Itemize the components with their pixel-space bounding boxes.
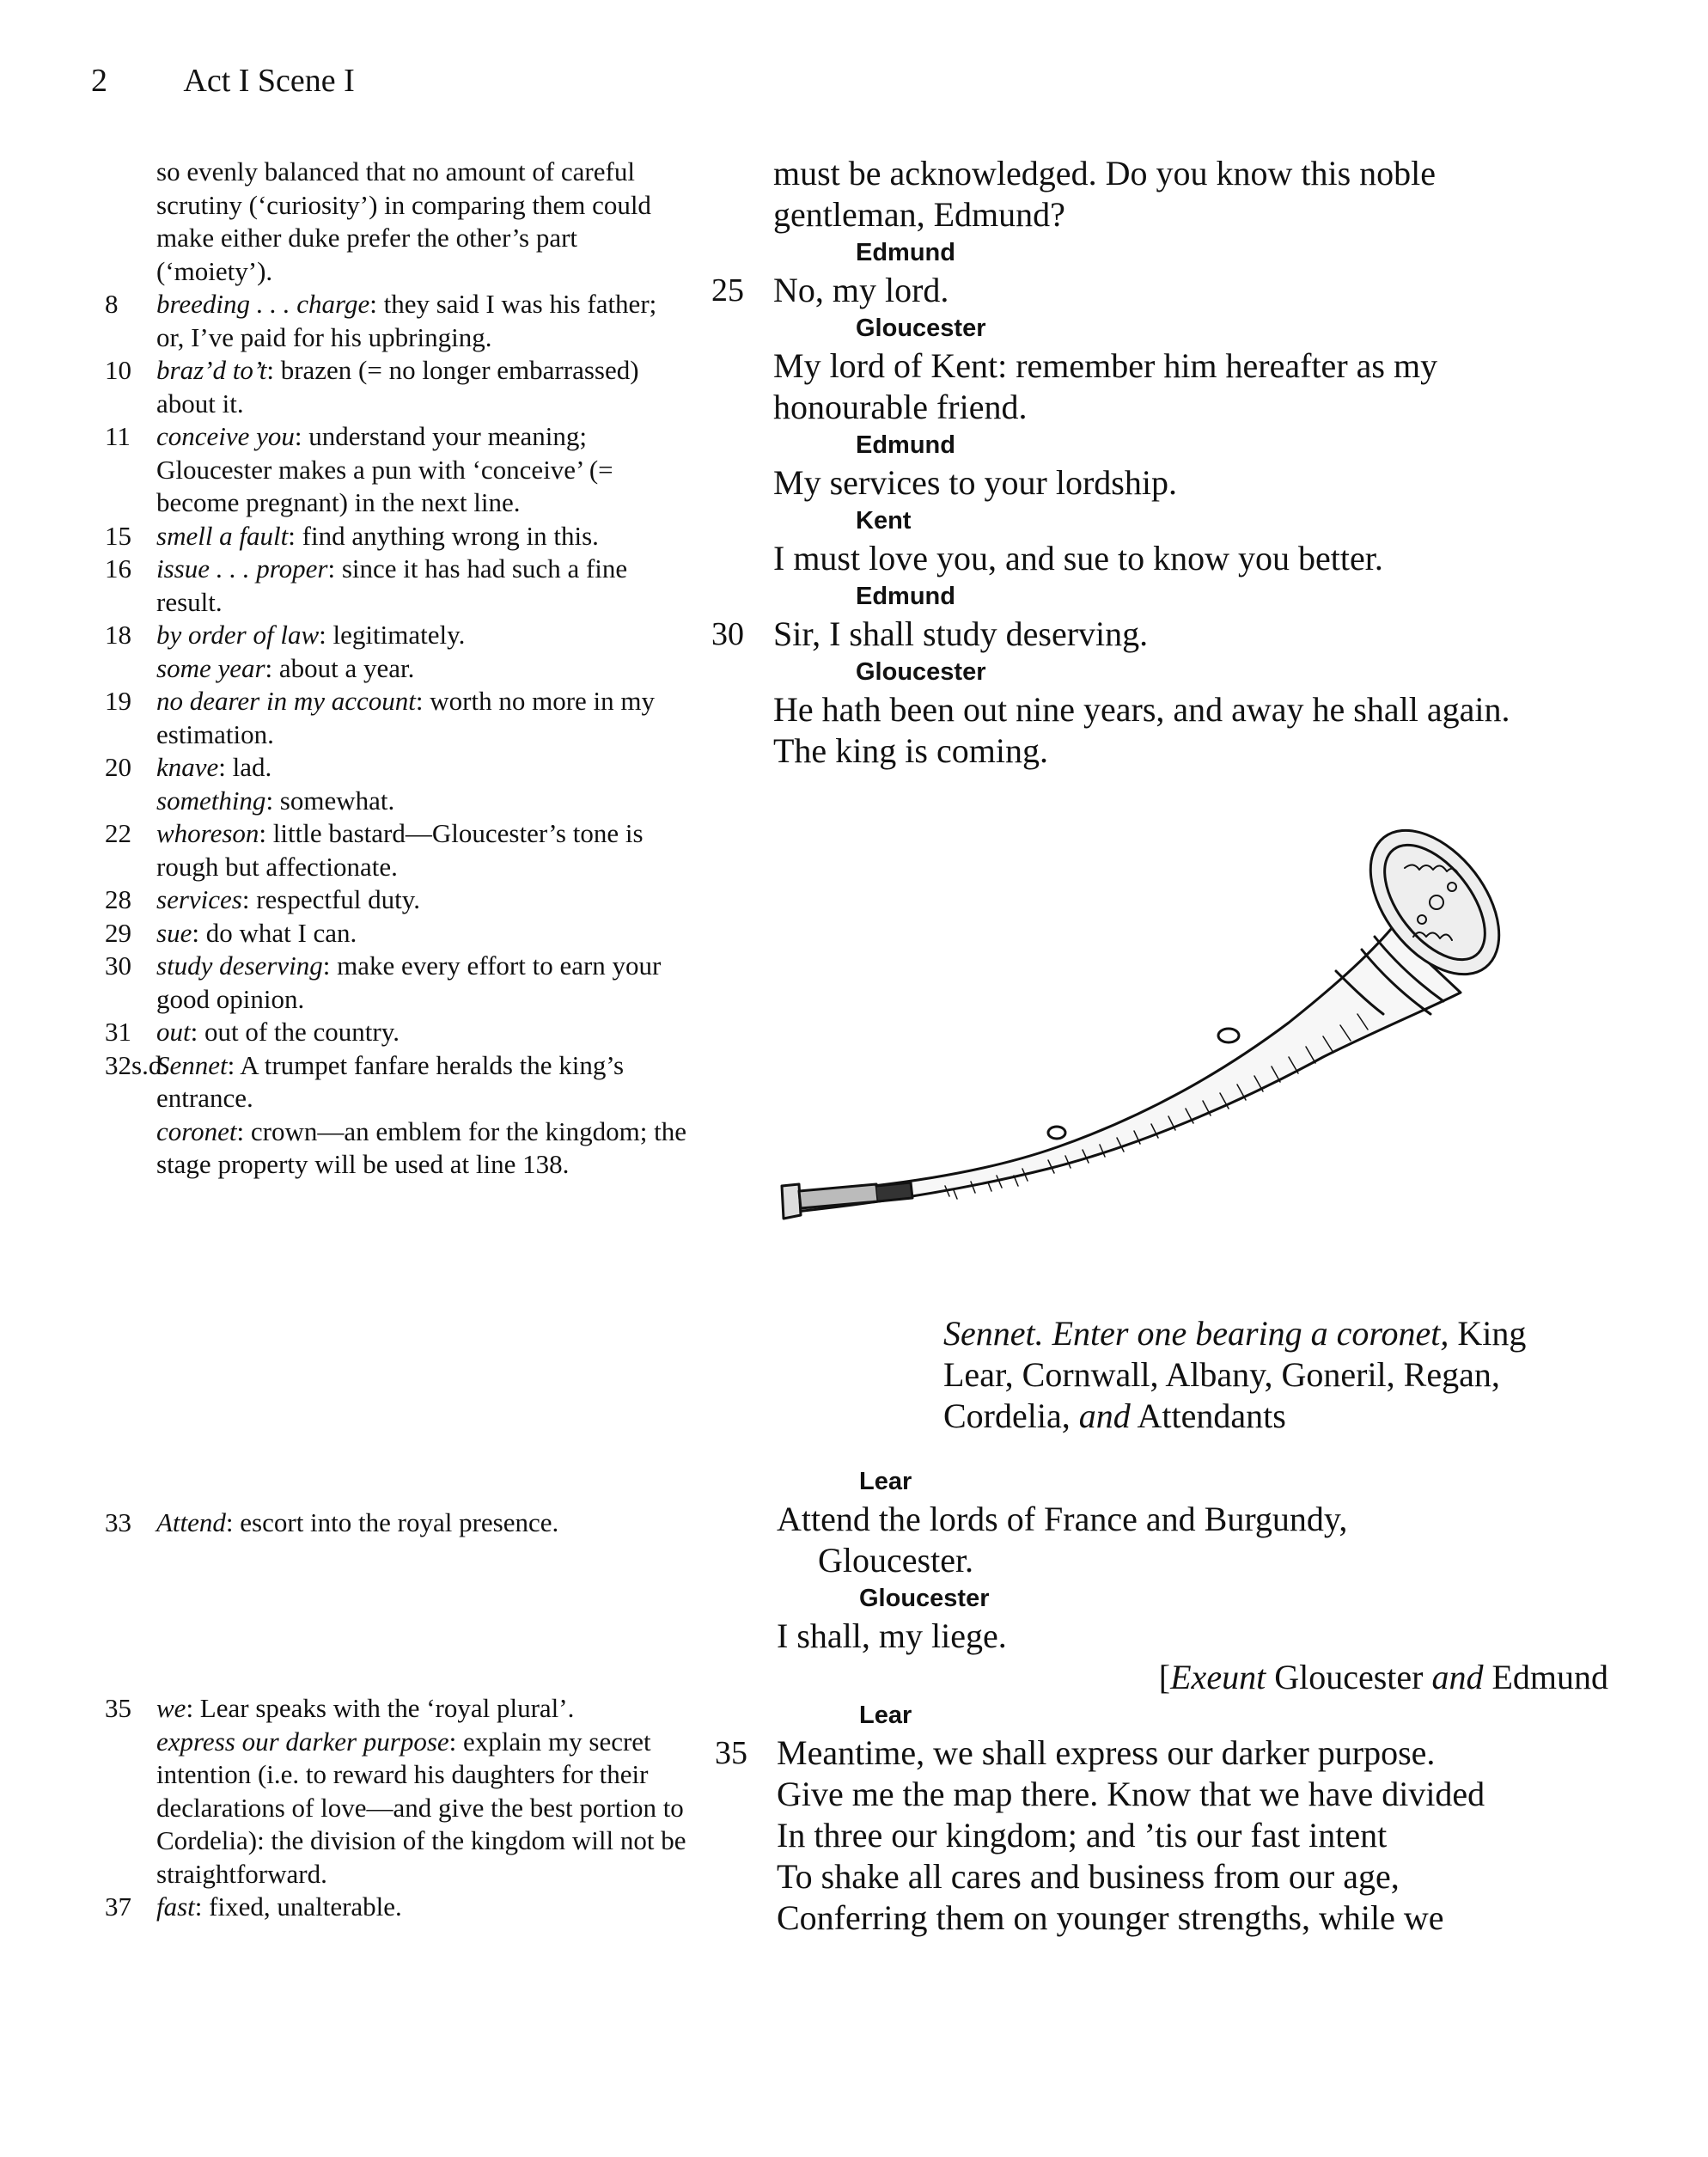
note-term: express our darker purpose: [156, 1726, 449, 1757]
note-term: Sennet: [156, 1049, 228, 1080]
note-gloss: : fixed, unalterable.: [194, 1891, 402, 1922]
verse-line: Give me the map there. Know that we have divided: [777, 1775, 1485, 1813]
stage-direction-line: [943, 1396, 1631, 1437]
note-term: braz’d to’t: [156, 355, 267, 385]
note-gloss: : since it has had such a fine result.: [156, 553, 628, 617]
stage-direction-italic: and: [1078, 1396, 1131, 1435]
note-line-number: 28: [105, 884, 131, 914]
note-line-number: 16: [105, 553, 131, 584]
verse-line: [715, 1732, 1608, 1774]
note-term: smell a fault: [156, 520, 289, 551]
note-item: [105, 785, 689, 818]
speaker-name: Gloucester: [859, 1585, 990, 1612]
stage-direction-roman: King: [1449, 1314, 1527, 1353]
note-item: [105, 520, 689, 553]
play-text-top: [711, 153, 1605, 772]
verse-line-continuation: Gloucester.: [818, 1541, 974, 1580]
note-gloss: : explain my secret intention (i.e. to reward his daughters for their declarations of love—and give the best portion to Cordelia): the division of the kingdom will not be straightforward.: [156, 1726, 686, 1889]
note-line-number: 30: [105, 950, 131, 981]
note-gloss: : little bastard—Gloucester’s tone is rough but affectionate.: [156, 818, 644, 882]
note-gloss: : lad.: [218, 752, 272, 782]
stage-direction-line: Lear, Cornwall, Albany, Goneril, Regan,: [943, 1355, 1500, 1394]
page-number: 2: [91, 63, 107, 99]
speaker-name: Lear: [859, 1468, 912, 1495]
verse-line: He hath been out nine years, and away he shall again.: [773, 690, 1510, 729]
verse-line: I shall, my liege.: [777, 1616, 1007, 1655]
verse-line: I must love you, and sue to know you better.: [773, 539, 1383, 577]
note-term: something: [156, 785, 266, 816]
speaker-name: Edmund: [856, 431, 955, 459]
exit-bracket: [: [1158, 1658, 1171, 1696]
note-line-number: 18: [105, 620, 131, 650]
note-gloss: : out of the country.: [190, 1017, 400, 1047]
speaker-name: Gloucester: [856, 315, 986, 342]
note-term: conceive you: [156, 421, 295, 451]
note-term: no dearer in my account: [156, 686, 416, 716]
note-term: coronet: [156, 1115, 237, 1146]
exit-direction: [715, 1657, 1608, 1698]
note-gloss: : find anything wrong in this.: [288, 520, 599, 551]
note-line-number: 11: [105, 421, 131, 451]
note-item: [105, 817, 689, 883]
note-item: [105, 1506, 689, 1540]
note-gloss: : escort into the royal presence.: [225, 1507, 559, 1537]
verse-line: In three our kingdom; and ’tis our fast intent: [777, 1816, 1388, 1855]
verse-line: gentleman, Edmund?: [773, 195, 1065, 234]
note-line-number: 37: [105, 1891, 131, 1922]
trumpet-icon: [773, 808, 1529, 1237]
note-term: issue . . . proper: [156, 553, 328, 584]
note-term: Attend: [156, 1507, 226, 1537]
note-term: whoreson: [156, 818, 259, 848]
note-gloss: : worth no more in my estimation.: [156, 686, 655, 749]
note-line-number: 33: [105, 1507, 131, 1537]
verse-line: Attend the lords of France and Burgundy,: [777, 1500, 1348, 1538]
speaker-name: Edmund: [856, 239, 955, 266]
verse-line: [711, 614, 1605, 655]
note-gloss: : legitimately.: [319, 620, 466, 650]
note-gloss: : somewhat.: [265, 785, 395, 816]
note-term: some year: [156, 652, 265, 683]
verse-line: My services to your lordship.: [773, 463, 1177, 502]
play-text-bottom: [715, 1464, 1608, 1939]
note-term: services: [156, 884, 242, 914]
note-term: study deserving: [156, 950, 323, 981]
verse-text: No, my lord.: [773, 271, 949, 309]
speaker-name: Kent: [856, 507, 912, 535]
note-item: [105, 553, 689, 619]
note-gloss: : respectful duty.: [241, 884, 421, 914]
note-item: [105, 917, 689, 950]
exit-conjunction: and: [1431, 1658, 1484, 1696]
trumpet-illustration: [773, 808, 1529, 1242]
note-gloss: : about a year.: [265, 652, 415, 683]
note-item: [105, 619, 689, 652]
note-line-number: 32s.d.: [105, 1049, 169, 1080]
note-gloss: : they said I was his father; or, I’ve paid for his upbringing.: [156, 289, 657, 352]
note-gloss: : A trumpet fanfare heralds the king’s entrance.: [156, 1049, 625, 1113]
note-line-number: 20: [105, 752, 131, 782]
note-item: [105, 1016, 689, 1049]
glossary-note-33: [105, 1506, 689, 1540]
verse-line: Conferring them on younger strengths, while we: [777, 1898, 1444, 1937]
note-item: [105, 1692, 689, 1726]
note-item: [105, 1891, 689, 1924]
note-item: [105, 652, 689, 686]
verse-line: must be acknowledged. Do you know this noble: [773, 154, 1436, 192]
stage-direction-line: [943, 1313, 1631, 1354]
note-gloss: : make every effort to earn your good opinion.: [156, 950, 662, 1014]
verse-line: The king is coming.: [773, 731, 1048, 770]
exit-name: Gloucester: [1266, 1658, 1432, 1696]
note-item: [105, 751, 689, 785]
speaker-name: Gloucester: [856, 658, 986, 686]
speaker-name: Lear: [859, 1702, 912, 1729]
line-number: 35: [715, 1735, 747, 1771]
verse-text: Meantime, we shall express our darker purpose.: [777, 1733, 1436, 1772]
note-term: fast: [156, 1891, 195, 1922]
note-gloss: so evenly balanced that no amount of careful scrutiny (‘curiosity’) in comparing them could make either duke prefer the other’s part (‘moiety’).: [156, 156, 651, 286]
glossary-notes-bottom: [105, 1692, 689, 1924]
note-term: by order of law: [156, 620, 320, 650]
note-line-number: 19: [105, 686, 131, 716]
line-number: 30: [711, 616, 744, 652]
note-item: [105, 685, 689, 751]
note-line-number: 31: [105, 1017, 131, 1047]
note-gloss: : understand your meaning; Gloucester makes a pun with ‘conceive’ (= become pregnant) in the next line.: [156, 421, 613, 517]
note-line-number: 15: [105, 520, 131, 551]
verse-text: Sir, I shall study deserving.: [773, 614, 1149, 653]
note-line-number: 22: [105, 818, 131, 848]
note-line-number: 10: [105, 355, 131, 385]
note-gloss: : Lear speaks with the ‘royal plural’.: [186, 1693, 575, 1723]
note-item: [105, 420, 689, 520]
note-item: [105, 883, 689, 917]
exit-name: Edmund: [1483, 1658, 1608, 1696]
note-item: [105, 354, 689, 420]
note-line-number: 8: [105, 289, 119, 319]
exit-word: Exeunt: [1170, 1658, 1266, 1696]
note-line-number: 29: [105, 917, 131, 948]
note-term: knave: [156, 752, 219, 782]
note-item: [105, 288, 689, 354]
line-number: 25: [711, 272, 744, 309]
stage-direction-italic: Sennet. Enter one bearing a coronet,: [943, 1314, 1449, 1353]
verse-line: To shake all cares and business from our age,: [777, 1857, 1400, 1896]
note-gloss: : crown—an emblem for the kingdom; the stage property will be used at line 138.: [156, 1115, 686, 1179]
note-gloss: : do what I can.: [192, 917, 357, 948]
stage-direction-roman: Attendants: [1130, 1396, 1286, 1435]
note-term: we: [156, 1693, 186, 1723]
note-term: sue: [156, 917, 192, 948]
note-item: [105, 1049, 689, 1115]
note-gloss: : brazen (= no longer embarrassed) about it.: [156, 355, 639, 419]
note-item: [105, 1115, 689, 1182]
note-item: [105, 950, 689, 1016]
verse-line: honourable friend.: [773, 388, 1028, 426]
stage-direction: [943, 1313, 1631, 1437]
note-item: [105, 156, 689, 288]
page-title: Act I Scene I: [183, 63, 355, 99]
note-item: [105, 1726, 689, 1891]
speaker-name: Edmund: [856, 583, 955, 610]
glossary-notes-top: [105, 156, 689, 1182]
note-term: breeding . . . charge: [156, 289, 370, 319]
verse-line: [711, 270, 1605, 311]
running-header: [91, 62, 355, 100]
verse-line: My lord of Kent: remember him hereafter as my: [773, 346, 1438, 385]
note-term: out: [156, 1017, 191, 1047]
note-line-number: 35: [105, 1693, 131, 1723]
stage-direction-roman: Cordelia,: [943, 1396, 1079, 1435]
